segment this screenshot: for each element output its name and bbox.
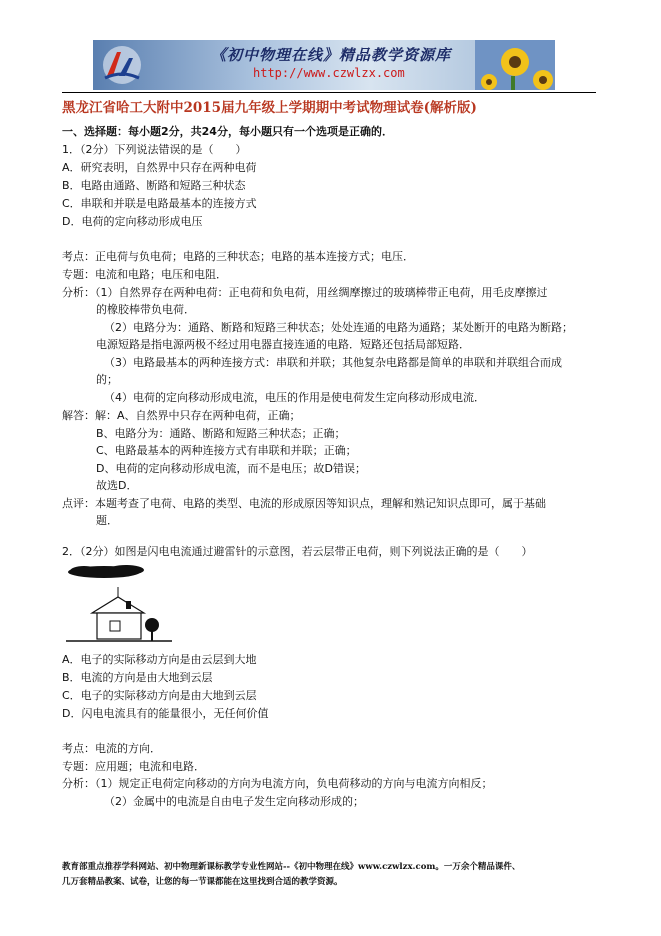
text-line-p1: 点评：本题考查了电荷、电路的类型、电流的形成原因等知识点，理解和熟记知识点即可，属于基础 — [62, 497, 546, 510]
document-title: 黑龙江省哈工大附中2015届九年级上学期期中考试物理试卷(解析版) — [62, 100, 477, 116]
text-line-f22: （2）金属中的电流是自由电子发生定向移动形成的； — [104, 795, 364, 808]
text-line-sec: 一、选择题：每小题2分，共24分，每小题只有一个选项是正确的． — [62, 125, 393, 138]
text-line-q2a: A．电子的实际移动方向是由云层到大地 — [62, 653, 257, 666]
text-line-k2: 考点：电流的方向． — [62, 742, 161, 755]
text-line-q1b: B．电路由通路、断路和短路三种状态 — [62, 179, 246, 192]
text-line-q1: 1．（2分）下列说法错误的是（ ） — [62, 143, 247, 156]
text-line-q2b: B．电流的方向是由大地到云层 — [62, 671, 213, 684]
text-line-p1b: 题． — [96, 514, 118, 527]
footer-line-2: 几万套精品教案、试卷，让您的每一节课都能在这里找到合适的教学资源。 — [62, 877, 343, 887]
text-line-f2b: 电源短路是指电源两极不经过用电器直接连通的电路．短路还包括局部短路． — [96, 338, 470, 351]
lightning-rod-figure — [64, 563, 174, 645]
text-line-f1b: 的橡胶棒带负电荷． — [96, 303, 195, 316]
banner-url: http://www.czwlzx.com — [253, 66, 405, 80]
text-line-f3b: 的； — [96, 373, 118, 386]
text-line-f21: 分析：（1）规定正电荷定向移动的方向为电流方向，负电荷移动的方向与电流方向相反； — [62, 777, 493, 790]
text-line-j5: 故选D． — [96, 479, 138, 492]
sunflower-icon — [475, 40, 555, 90]
text-line-j4: D、电荷的定向移动形成电流，而不是电压；故D错误； — [96, 462, 366, 475]
text-line-q1d: D．电荷的定向移动形成电压 — [62, 215, 203, 228]
text-line-f1: 分析：（1）自然界存在两种电荷：正电荷和负电荷，用丝绸摩擦过的玻璃棒带正电荷，用毛皮摩擦过 — [62, 286, 548, 299]
text-line-j1: 解答：解：A、自然界中只存在两种电荷，正确； — [62, 409, 301, 422]
site-logo-icon — [99, 44, 145, 86]
banner-title: 《初中物理在线》精品教学资源库 — [211, 46, 452, 64]
text-line-q1a: A．研究表明，自然界中只存在两种电荷 — [62, 161, 257, 174]
text-line-t2: 专题：应用题；电流和电路． — [62, 760, 205, 773]
text-line-j3: C、电路最基本的两种连接方式有串联和并联；正确； — [96, 444, 357, 457]
text-line-f2: （2）电路分为：通路、断路和短路三种状态；处处连通的电路为通路；某处断开的电路为断路； — [104, 321, 573, 334]
text-line-q2c: C．电子的实际移动方向是由大地到云层 — [62, 689, 257, 702]
text-line-q2: 2．（2分）如图是闪电电流通过避雷针的示意图，若云层带正电荷，则下列说法正确的是（ ） — [62, 545, 533, 558]
header-rule — [62, 92, 596, 93]
text-line-j2: B、电路分为：通路、断路和短路三种状态；正确； — [96, 427, 346, 440]
text-line-q1c: C．串联和并联是电路最基本的连接方式 — [62, 197, 257, 210]
text-line-k1: 考点：正电荷与负电荷；电路的三种状态；电路的基本连接方式；电压． — [62, 250, 414, 263]
text-line-t1: 专题：电流和电路；电压和电阻． — [62, 268, 227, 281]
text-line-f3: （3）电路最基本的两种连接方式：串联和并联；其他复杂电路都是简单的串联和并联组合而成 — [104, 356, 562, 369]
header-banner — [93, 40, 555, 90]
text-line-q2d: D．闪电电流具有的能量很小，无任何价值 — [62, 707, 269, 720]
footer-line-1: 教育部重点推荐学科网站、初中物理新课标教学专业性网站--《初中物理在线》www.czwlzx.com。一万余个精品课件、 — [62, 862, 521, 872]
page-footer — [62, 860, 602, 890]
text-line-f4: （4）电荷的定向移动形成电流，电压的作用是使电荷发生定向移动形成电流． — [104, 391, 485, 404]
